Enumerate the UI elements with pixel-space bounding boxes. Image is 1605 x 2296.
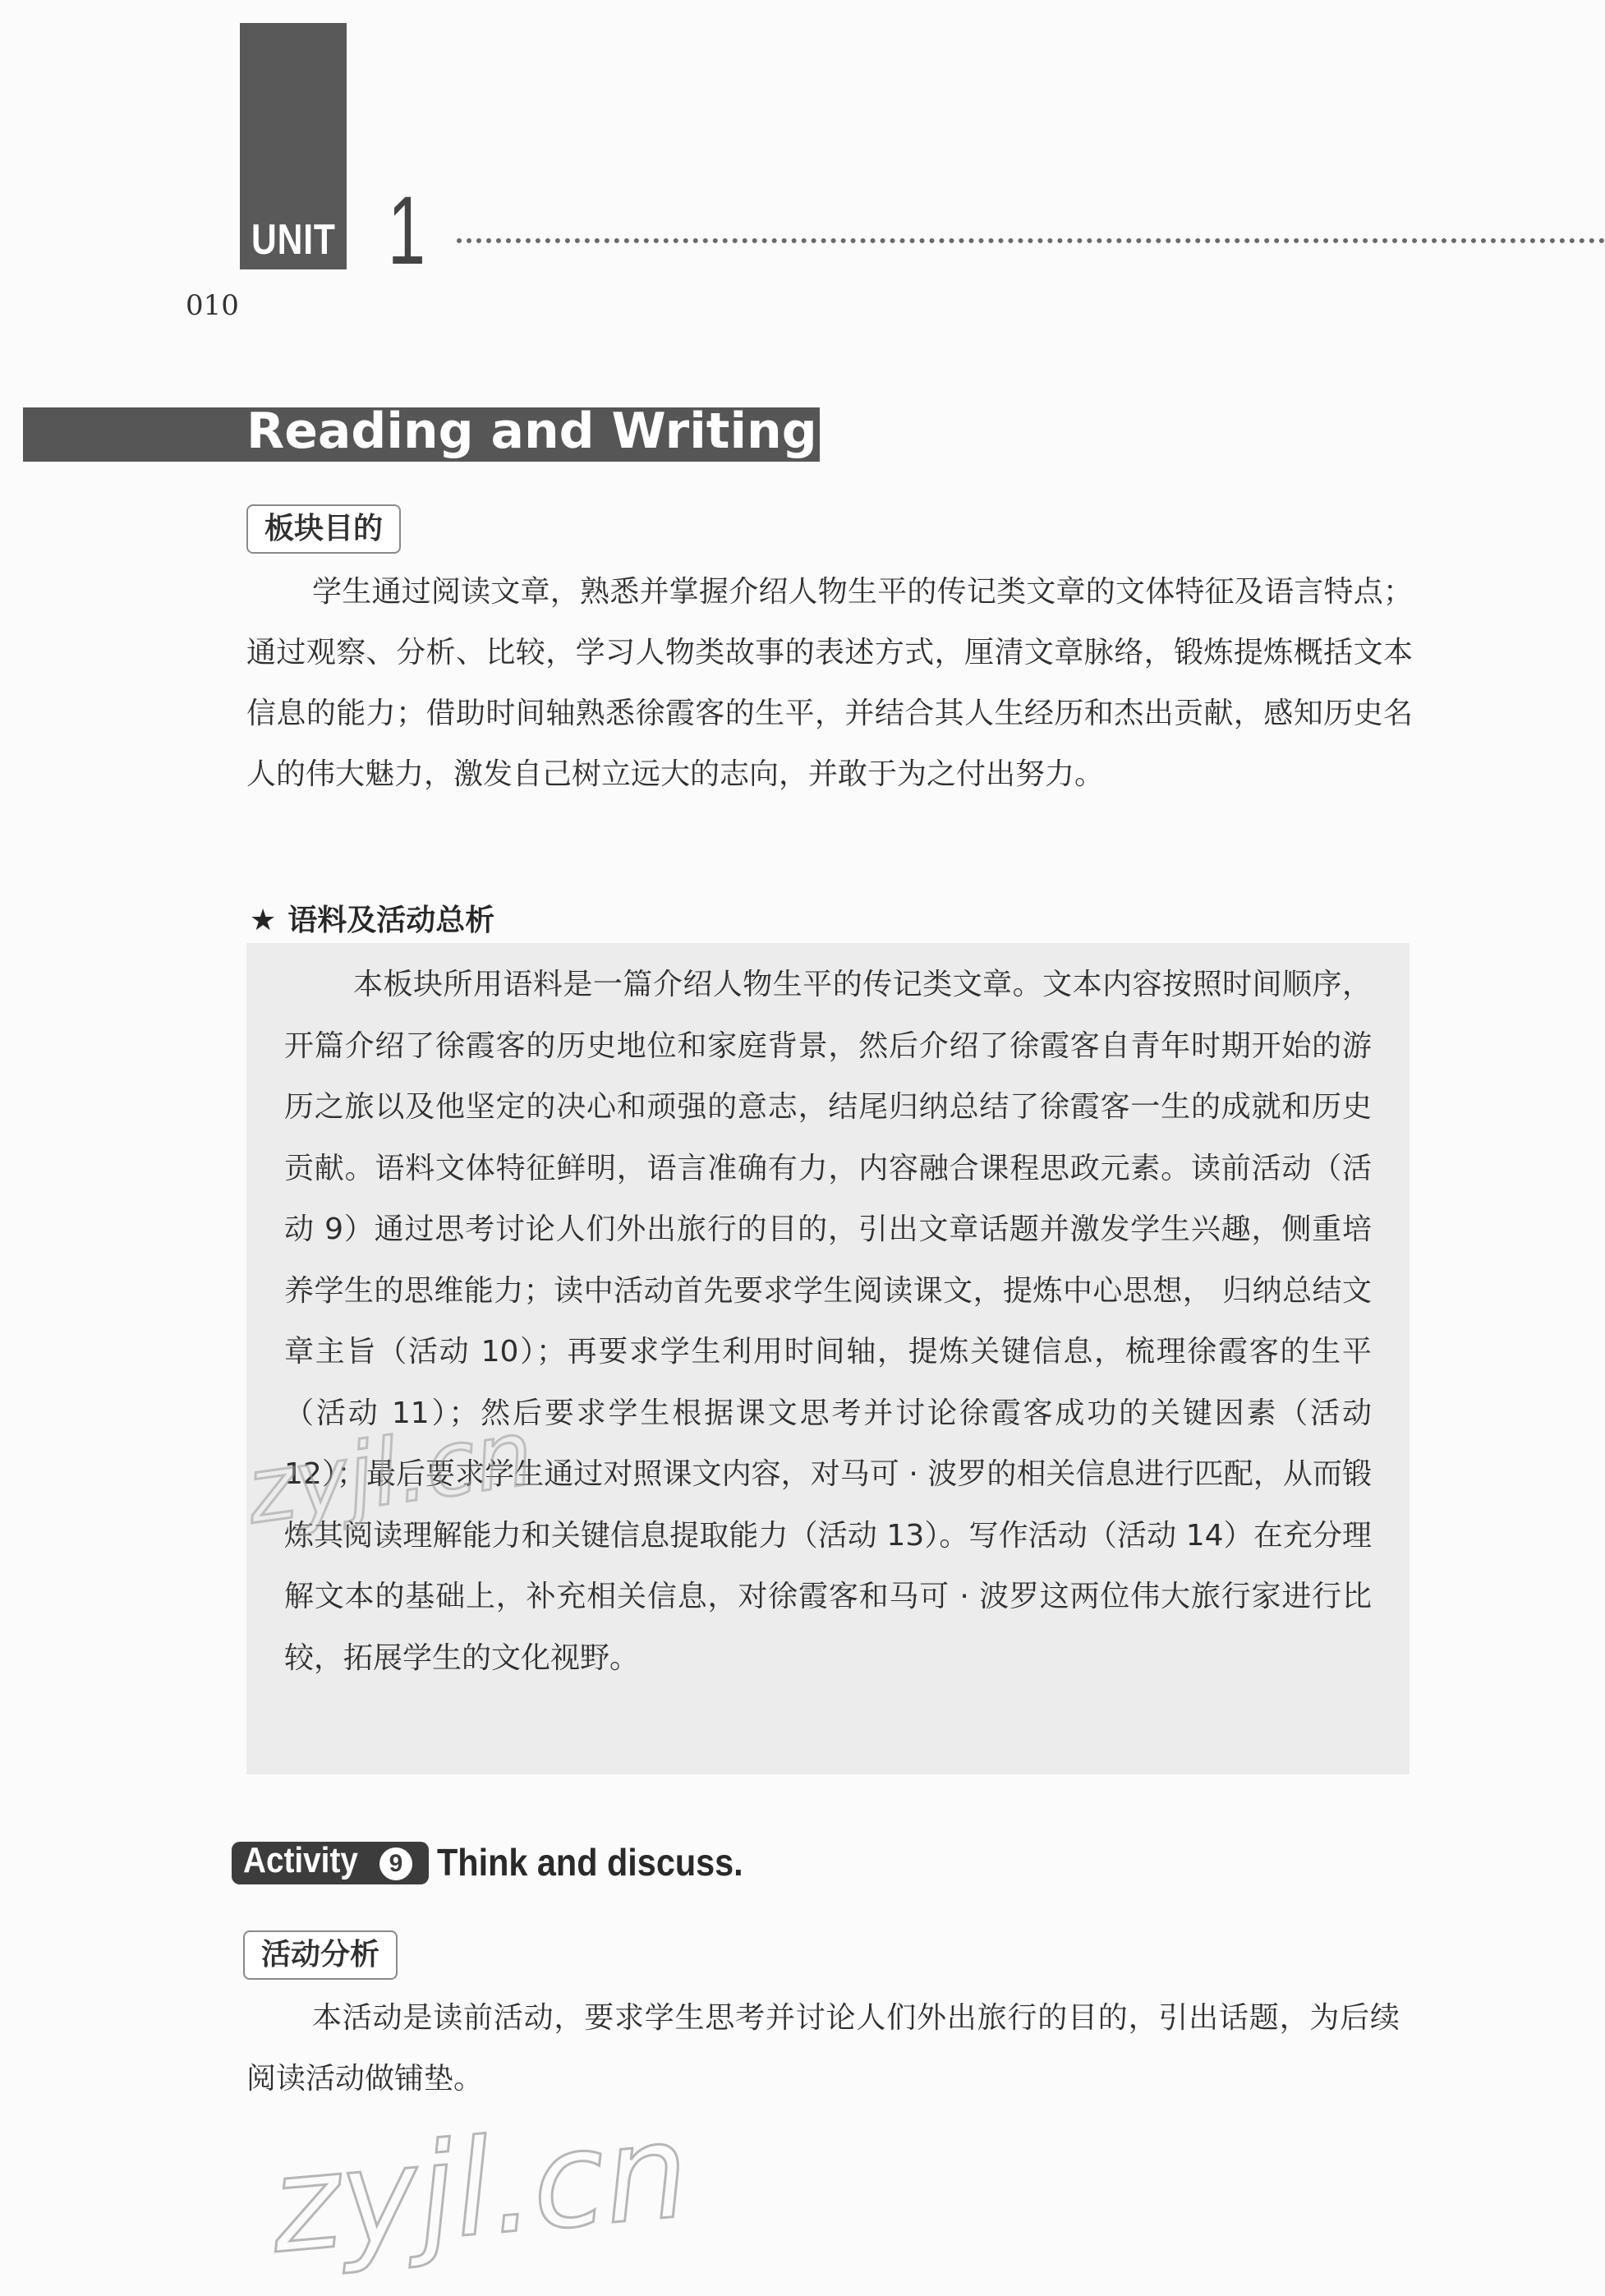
activity-title: Think and discuss. (437, 1841, 743, 1884)
star-icon: ★ (250, 904, 277, 937)
analysis-label: 活动分析 (243, 1930, 398, 1980)
purpose-label: 板块目的 (246, 504, 401, 554)
watermark-small: zyjl.cn (240, 1400, 540, 1544)
activity-label: Activity (243, 1840, 358, 1880)
purpose-paragraph: 学生通过阅读文章，熟悉并掌握介绍人物生平的传记类文章的文体特征及语言特点；通过观察、分析、比较，学习人物类故事的表述方式，厘清文章脉络，锻炼提炼概括文本信息的能力；借助时间轴熟悉徐霞客的生平，并结合其人生经历和杰出贡献，感知历史名人的伟大魅力，激发自己树立远大的志向，并敢于为之付出努力。 (246, 575, 1413, 791)
overview-heading (250, 897, 494, 939)
watermark-large: zyjl.cn (264, 2093, 694, 2283)
unit-number: 1 (388, 177, 425, 285)
unit-label: UNIT (251, 216, 336, 264)
page-number: 010 (186, 289, 239, 322)
overview-paragraph: 本板块所用语料是一篇介绍人物生平的传记类文章。文本内容按照时间顺序，开篇介绍了徐霞客的历史地位和家庭背景，然后介绍了徐霞客自青年时期开始的游历之旅以及他坚定的决心和顽强的意志，结尾归纳总结了徐霞客一生的成就和历史贡献。语料文体特征鲜明，语言准确有力，内容融合课程思政元素。读前活动（活动 9）通过思考讨论人们外出旅行的目的，引出文章话题并激发学生兴趣，侧重培养学生的思维能力；读中活动首先要求学生阅读课文，提炼中心思想， 归纳总结文章主旨（活动 10）；再要求学生利用时间轴，提炼关键信息，梳理徐霞客的生平（活动 11）；然后要求学生根据课文思考并讨论徐霞客成功的关键因素（活动 12）；最后要求学生通过对照课文内容，对马可 · 波罗的相关信息进行匹配，从而锻炼其阅读理解能力和关键信息提取能力（活动 13）。写作活动（活动 14）在充分理解文本的基础上，补充相关信息，对徐霞客和马可 · 波罗这两位伟大旅行家进行比较，拓展学生的文化视野。 (284, 968, 1372, 1675)
analysis-paragraph: 本活动是读前活动，要求学生思考并讨论人们外出旅行的目的，引出话题，为后续阅读活动做铺垫。 (246, 2001, 1400, 2096)
unit-dotted-rule (457, 238, 1605, 243)
activity-number: 9 (379, 1847, 412, 1880)
section-title: Reading and Writing (246, 403, 817, 460)
overview-heading-text: 语料及活动总析 (287, 904, 495, 937)
